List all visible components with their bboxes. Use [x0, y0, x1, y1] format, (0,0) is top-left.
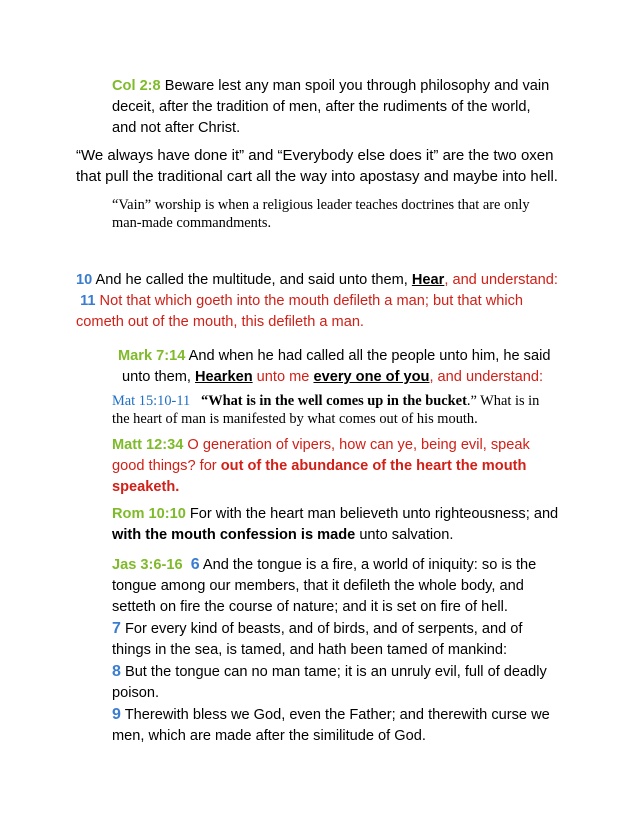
matt-12-34-block [112, 435, 530, 498]
col-line-2: deceit, after the tradition of men, after the rudiments of the world, [112, 99, 531, 115]
scripture-ref: Matt 12:34 [112, 437, 184, 453]
rom-10-10-block [112, 504, 558, 546]
verse-number: 9 [112, 706, 121, 723]
verse-number: 6 [190, 556, 200, 573]
rom-line-1: Rom 10:10 For with the heart man believeth unto righteousness; and [112, 506, 559, 522]
matt-line-3: speaketh. [112, 479, 180, 495]
jas-verse-9-line-2: men, which are made after the similitude of God. [112, 728, 426, 744]
well-bucket-quote: “What is in the well comes up in the bucket [201, 393, 467, 409]
verse-11-line-1: 11 Not that which goeth into the mouth defileth a man; but that which [80, 293, 524, 309]
verse-number: 11 [80, 293, 96, 309]
jas-verse-6-line-3: setteth on fire the course of nature; and it is set on fire of hell. [112, 599, 508, 615]
hearken-word: Hearken [195, 369, 253, 385]
jas-verse-6-line-2: tongue among our members, that it defileth the whole body, and [112, 578, 524, 594]
vain-line-1: “Vain” worship is when a religious leader teaches doctrines that are only [112, 197, 530, 213]
mat15-line-2: the heart of man is manifested by what comes out of his mouth. [112, 411, 478, 427]
jas-verse-7-line-2: things in the sea, is tamed, and hath been tamed of mankind: [112, 642, 508, 658]
mark-line-1: Mark 7:14 And when he had called all the people unto him, he said [118, 348, 551, 364]
mark-line-2: unto them, Hearken unto me every one of you, and understand: [122, 369, 544, 385]
mark-7-14-block [118, 346, 550, 388]
scripture-ref: Col 2:8 [112, 78, 161, 94]
vain-worship-note [112, 196, 530, 232]
quote-line-1: “We always have done it” and “Everybody else does it” are the two oxen [76, 147, 554, 164]
vain-line-2: man-made commandments. [112, 215, 272, 231]
james-3-block [112, 554, 550, 747]
scripture-ref: Mat 15:10-11 [112, 393, 191, 409]
jas-verse-6-line-1: Jas 3:6-16 6 And the tongue is a fire, a world of iniquity: so is the [112, 556, 537, 573]
verse-number: 10 [76, 272, 93, 288]
verse-11-line-2: cometh out of the mouth, this defileth a man. [76, 314, 364, 330]
mat15-line-1: Mat 15:10-11 “What is in the well comes up in the bucket.” What is in [112, 393, 540, 409]
quote-paragraph [76, 145, 558, 187]
rom-line-2: with the mouth confession is made unto salvation. [112, 527, 454, 543]
jas-verse-7-line-1: 7 For every kind of beasts, and of birds, and of serpents, and of [112, 620, 523, 637]
verse-10: 10 And he called the multitude, and said unto them, Hear, and understand: [76, 272, 558, 288]
mat-15-note [112, 392, 539, 428]
verse-number: 7 [112, 620, 121, 637]
matt-line-1: Matt 12:34 O generation of vipers, how can ye, being evil, speak [112, 437, 530, 453]
scripture-ref: Jas 3:6-16 [112, 557, 183, 573]
col-line-1: Col 2:8 Beware lest any man spoil you through philosophy and vain [112, 78, 550, 94]
jas-verse-9-line-1: 9 Therewith bless we God, even the Father; and therewith curse we [112, 706, 550, 723]
col-2-8-block [112, 76, 549, 139]
scripture-ref: Rom 10:10 [112, 506, 186, 522]
matt-line-2: good things? for out of the abundance of the heart the mouth [112, 458, 527, 474]
jas-verse-8-line-2: poison. [112, 685, 160, 701]
scripture-ref: Mark 7:14 [118, 348, 186, 364]
quote-line-2: that pull the traditional cart all the way into apostasy and maybe into hell. [76, 168, 558, 185]
verse-number: 8 [112, 663, 121, 680]
hear-word: Hear [411, 272, 445, 288]
verses-10-11 [76, 270, 558, 333]
col-line-3: and not after Christ. [112, 120, 241, 136]
jas-verse-8-line-1: 8 But the tongue can no man tame; it is an unruly evil, full of deadly [112, 663, 547, 680]
every-one-phrase: every one of you [313, 369, 430, 385]
